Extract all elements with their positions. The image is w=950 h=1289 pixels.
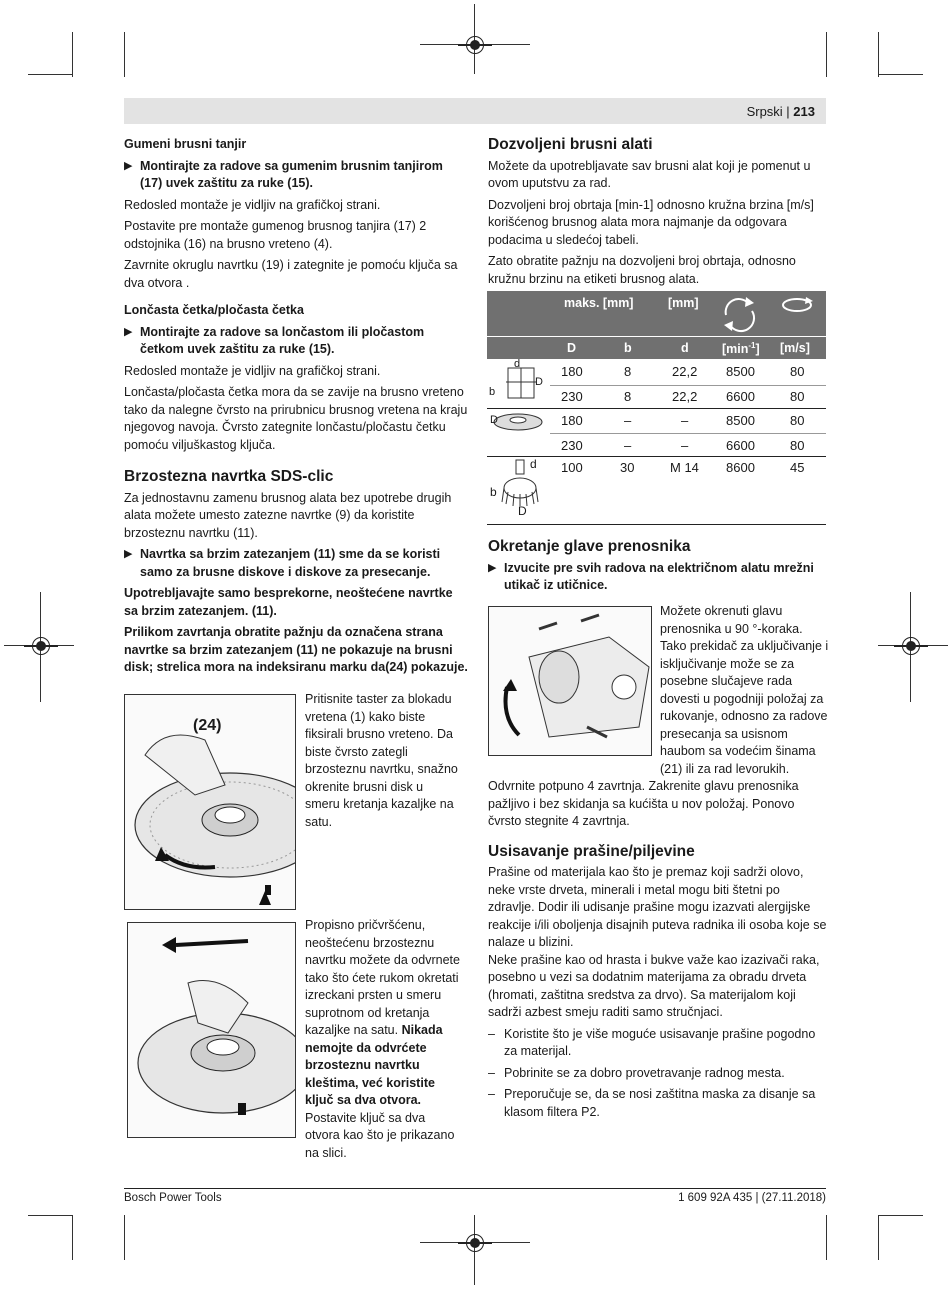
peripheral-speed-icon xyxy=(780,295,814,315)
table-cell: – xyxy=(624,438,632,453)
list-item: – Preporučuje se, da se nosi zaštitna maska za disanje sa klasom filtera P2. xyxy=(488,1086,828,1121)
dim-label-D: D xyxy=(535,376,543,388)
registration-mark-bottom xyxy=(466,1234,484,1252)
bullet-text: Montirajte za radove sa lončastom ili pločastom četkom uvek zaštitu za ruke (15). xyxy=(140,324,425,356)
figure1-caption: Pritisnite taster za blokadu vretena (1) kako biste fiksirali brusno vreteno. Da biste čvrsto zategli brzosteznu navrtku, snažno okrenite brusni disk u smeru kretanja kazaljke na satu. xyxy=(305,692,458,829)
figure-tighten-nut xyxy=(124,694,296,910)
bullet-text: Navrtka sa brzim zatezanjem (11) sme da se koristi samo za brusne diskove i diskove za presecanje. xyxy=(140,547,441,579)
warning-bullet: ▶ Izvucite pre svih radova na električnom alatu mrežni utikač iz utičnice. xyxy=(488,560,828,595)
registration-mark-left xyxy=(32,637,50,655)
list-item: – Pobrinite se za dobro provetravanje radnog mesta. xyxy=(488,1065,828,1083)
section-title-rubber-disc: Gumeni brusni tanjir xyxy=(124,137,247,151)
table-cell: 80 xyxy=(790,438,805,453)
section-title-gear-head: Okretanje glave prenosnika xyxy=(488,538,691,555)
paragraph: Odvrnite potpuno 4 zavrtnja. Zakrenite glavu prenosnika pažljivo i bez skidanja sa kućišta u nov položaj. Ponovo čvrsto stegnite 4 zavrtnja. xyxy=(488,779,799,828)
table-cell: 22,2 xyxy=(672,389,698,404)
table-header-label: maks. [mm] xyxy=(564,296,634,310)
registration-mark-top xyxy=(466,36,484,54)
list-item-text: Pobrinite se za dobro provetravanje radnog mesta. xyxy=(504,1065,785,1080)
paragraph: Lončasta/pločasta četka mora da se zavije na brusno vreteno tako da nalegne čvrsto na prirubnicu brusnog vretena na kraju njegovog navoja. Čvrsto zategnite lončastu/pločastu četku pomoću viljuškastog ključa. xyxy=(124,385,468,452)
figure-loosen-nut xyxy=(127,922,296,1138)
bold-paragraph: Upotrebljavajte samo besprekorne, neoštećene navrtke sa brzim zatezanjem. (11). xyxy=(124,586,453,618)
col-D: D xyxy=(567,341,577,355)
table-cell: 230 xyxy=(561,389,583,404)
warning-bullet: ▶ Navrtka sa brzim zatezanjem (11) sme da se koristi samo za brusne diskove i diskove za presecanje. xyxy=(124,546,468,581)
left-column xyxy=(124,136,468,681)
caption-warning: Nikada nemojte da odvrćete brzosteznu navrtku kleštima, već koristite ključ sa dva otvora. xyxy=(305,1023,443,1107)
table-cell: 22,2 xyxy=(672,364,698,379)
list-item-text: Koristite što je više moguće usisavanje prašine pogodno za materijal. xyxy=(504,1026,816,1058)
bold-paragraph: Prilikom zavrtanja obratite pažnju da označena strana navrtke sa brzim zatezanjem (11) ne pokazuje na brusni disk; strelica mora na indeksiranu marku da(24) pokazuje. xyxy=(124,625,468,674)
paragraph: Redosled montaže je vidljiv na grafičkoj strani. xyxy=(124,197,381,212)
table-cell: 8500 xyxy=(726,413,755,428)
table-cell: 30 xyxy=(620,460,635,475)
paragraph: Možete da upotrebljavate sav brusni alat koji je pomenut u ovom uputstvu za rad. xyxy=(488,158,811,190)
paragraph: Neke prašine kao od hrasta i bukve važe kao izazivači raka, posebno u vezi sa dodatnim materijama za obradu drveta (hromati, zaštitna sredstva za drvo). Sa materijalom koji sadrži azbest smeju raditi samo stručnjaci. xyxy=(488,952,820,1019)
caption-text: Postavite ključ sa dva otvora kao što je prikazano na slici. xyxy=(305,1110,455,1160)
table-cell: 100 xyxy=(561,460,583,475)
warning-bullet: ▶ Montirajte za radove sa gumenim brusnim tanjirom (17) uvek zaštitu za ruke (15). xyxy=(124,158,468,193)
section-title-brush: Lončasta četka/pločasta četka xyxy=(124,303,304,317)
registration-mark-right xyxy=(902,637,920,655)
table-cell: 6600 xyxy=(726,389,755,404)
table-cell: 6600 xyxy=(726,438,755,453)
gear-head-illustration xyxy=(489,607,651,755)
table-cell: 80 xyxy=(790,364,805,379)
section-title-allowed-tools: Dozvoljeni brusni alati xyxy=(488,136,653,153)
table-cell: M 14 xyxy=(670,460,699,475)
loosen-nut-illustration xyxy=(128,923,295,1137)
footer-brand: Bosch Power Tools xyxy=(124,1192,222,1204)
right-column-top xyxy=(488,136,828,292)
gear-head-text-cont xyxy=(488,778,828,1125)
table-cell: 45 xyxy=(790,460,805,475)
dim-label-d: d xyxy=(514,358,521,370)
figure-gear-head xyxy=(488,606,652,756)
col-ms: [m/s] xyxy=(780,341,810,355)
figure2-caption xyxy=(305,917,460,1162)
table-cell: 8 xyxy=(624,364,632,379)
paragraph: Redosled montaže je vidljiv na grafičkoj strani. xyxy=(124,363,381,378)
bullet-text: Izvucite pre svih radova na električnom alatu mrežni utikač iz utičnice. xyxy=(504,560,814,592)
col-d: d xyxy=(681,341,689,355)
section-title-dust: Usisavanje prašine/piljevine xyxy=(488,842,695,860)
footer-doc-id: 1 609 92A 435 | (27.11.2018) xyxy=(678,1192,826,1204)
table-cell: – xyxy=(624,413,632,428)
paragraph: Postavite pre montaže gumenog brusnog tanjira (17) 2 odstojnika (16) na brusno vreteno (4). xyxy=(124,219,427,251)
table-cell: 180 xyxy=(561,364,583,379)
right-section-gear-head xyxy=(488,538,828,599)
index-mark-label: (24) xyxy=(193,717,222,734)
gear-head-text: Možete okrenuti glavu prenosnika u 90 °-koraka. Tako prekidač za uključivanje i isključivanje može se za posebne slučajeve rada dovesti u pogodniji položaj za rukovanje, odnosno za radove presecanja sa usisnom haubom sa vodećim šinama (21) ili za rad levorukih. xyxy=(660,604,829,776)
header-bar xyxy=(124,98,826,124)
table-cell: 230 xyxy=(561,438,583,453)
section-title-sds-clic: Brzostezna navrtka SDS-clic xyxy=(124,468,334,485)
caption-text: Propisno pričvršćenu, neoštećenu brzosteznu navrtku možete da odvrnete tako što ćete rukom okretati izreckani prsten u smeru suprotnom od kretanja kazaljke na satu. xyxy=(305,918,460,1037)
table-cell: 8 xyxy=(624,389,632,404)
paragraph: Zavrnite okruglu navrtku (19) i zategnite je pomoću ključa sa dva otvora . xyxy=(124,258,458,290)
paragraph: Za jednostavnu zamenu brusnog alata bez upotrebe drugih alata možete umesto zatezne navrtke (9) da koristite brzosteznu navrtku (11). xyxy=(124,490,452,540)
dim-label-d: d xyxy=(530,457,537,471)
rotation-speed-icon xyxy=(718,293,760,333)
table-header-label: [mm] xyxy=(668,296,699,310)
list-item-text: Preporučuje se, da se nosi zaštitna maska za disanje sa klasom filtera P2. xyxy=(504,1087,816,1119)
table-cell: 180 xyxy=(561,413,583,428)
dim-label-b: b xyxy=(490,485,497,499)
dim-label-D: D xyxy=(490,414,498,426)
col-b: b xyxy=(624,341,632,355)
table-cell: 80 xyxy=(790,389,805,404)
table-cell: – xyxy=(681,413,689,428)
list-item: – Koristite što je više moguće usisavanje prašine pogodno za materijal. xyxy=(488,1026,828,1061)
table-header-bottom xyxy=(487,337,826,359)
warning-bullet: ▶ Montirajte za radove sa lončastom ili pločastom četkom uvek zaštitu za ruke (15). xyxy=(124,324,468,359)
paragraph: Zato obratite pažnju na dozvoljeni broj obrtaja, odnosno kružnu brzinu na etiketi brusnog alata. xyxy=(488,254,796,286)
header-language: Srpski xyxy=(746,104,783,119)
page-header: Srpski | 213 xyxy=(746,104,815,119)
dim-label-b: b xyxy=(489,386,496,398)
table-header-top xyxy=(487,291,826,336)
dim-label-D: D xyxy=(518,504,527,518)
table-cell: – xyxy=(681,438,689,453)
page-number: 213 xyxy=(793,104,815,119)
table-cell: 8600 xyxy=(726,460,755,475)
table-cell: 8500 xyxy=(726,364,755,379)
col-rpm: $[\min^{-1}]$ xyxy=(722,341,760,357)
bullet-text: Montirajte za radove sa gumenim brusnim tanjirom (17) uvek zaštitu za ruke (15). xyxy=(140,158,443,190)
table-cell: 80 xyxy=(790,413,805,428)
paragraph: Dozvoljeni broj obrtaja [min-1] odnosno kružna brzina [m/s] korišćenog brusnog alata mora najmanje da odgovara podacima u sledećoj tabeli. xyxy=(488,197,814,247)
paragraph: Prašine od materijala kao što je premaz koji sadrži olovo, neke vrste drveta, minerali i metal mogu biti štetni po zdravlje. Dodir ili udisanje prašine mogu izazvati alergijske reakcije i/ili oboljenja disajnih puteva radnika ili osoba koje se nalaze u blizini. xyxy=(488,865,827,949)
